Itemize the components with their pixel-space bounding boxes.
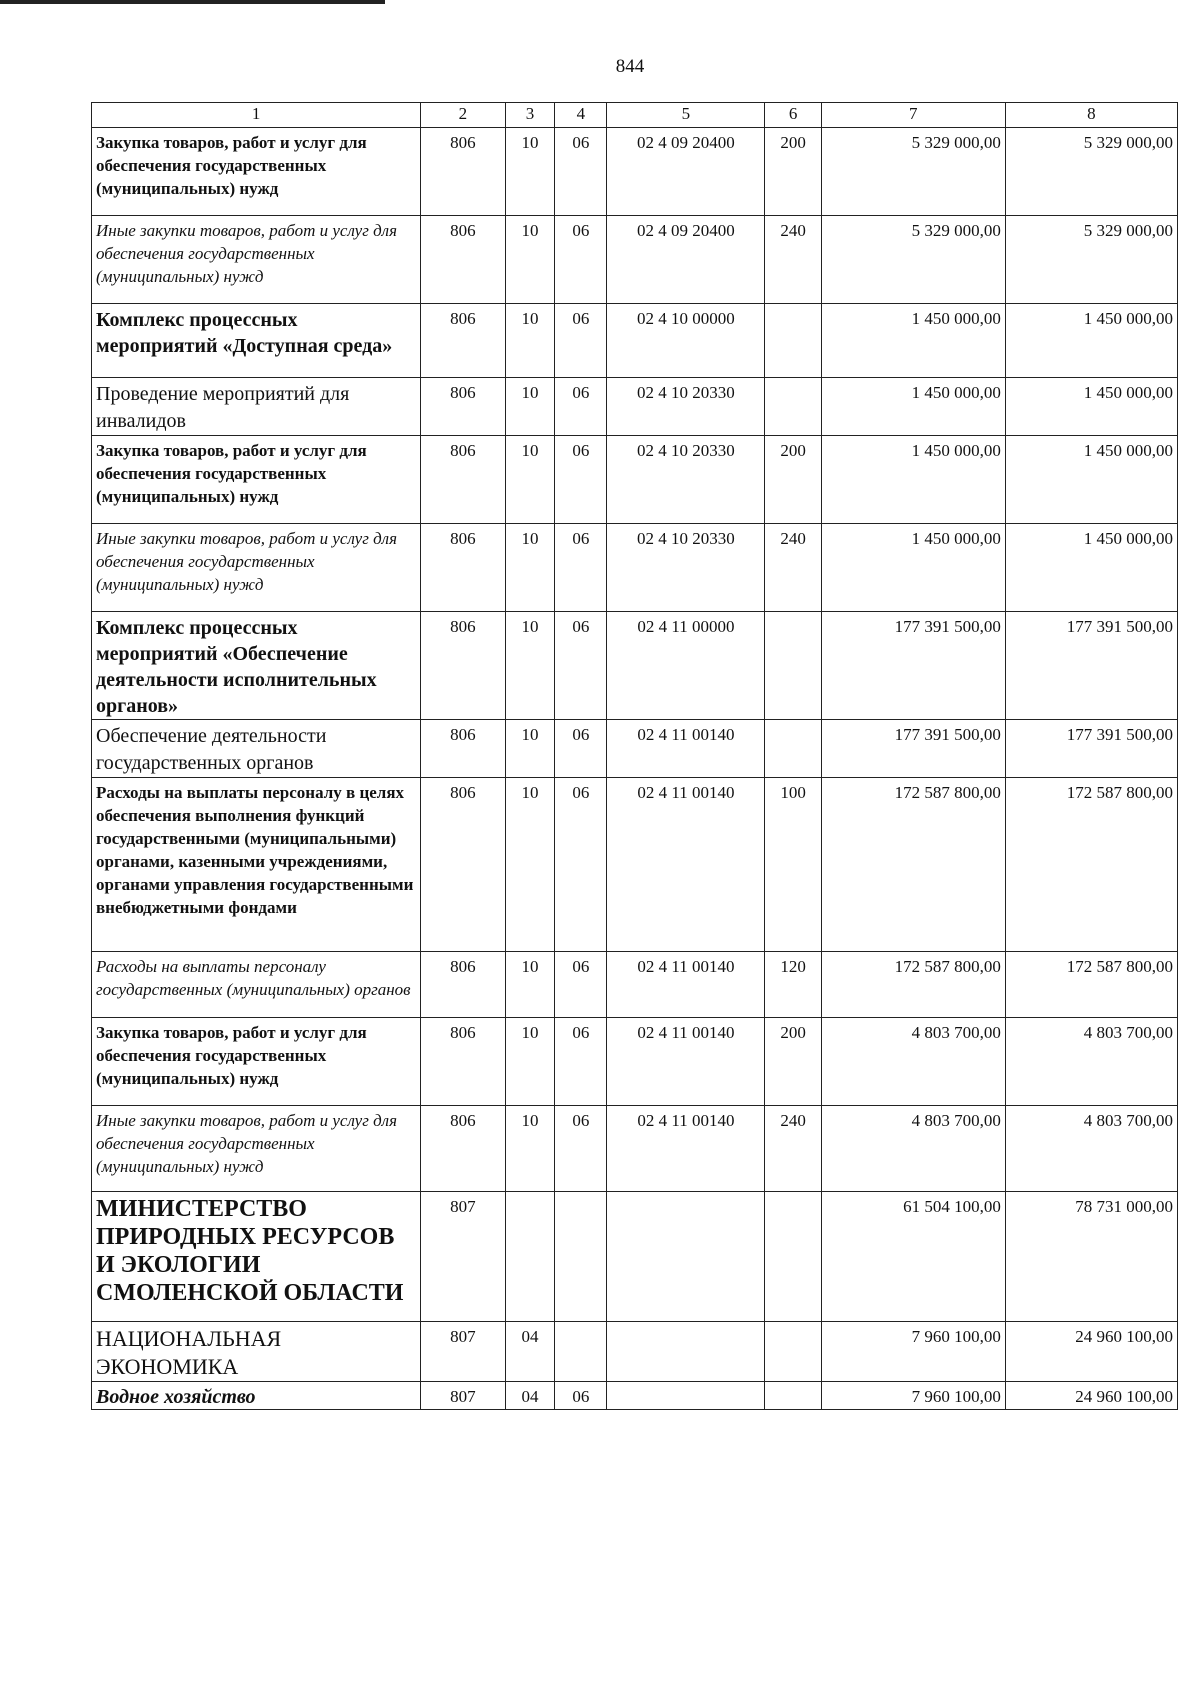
target-article: 02 4 11 00140 [607,1106,765,1192]
row-name: Комплекс процессных мероприятий «Доступная среда» [92,304,421,378]
amount-year-2: 172 587 800,00 [1005,952,1177,1018]
target-article [607,1382,765,1410]
amount-year-2: 4 803 700,00 [1005,1106,1177,1192]
section-code: 10 [505,128,555,216]
section-code: 10 [505,378,555,436]
amount-year-1: 4 803 700,00 [821,1018,1005,1106]
row-name: Расходы на выплаты персоналу государственных (муниципальных) органов [92,952,421,1018]
amount-year-2: 1 450 000,00 [1005,436,1177,524]
target-article: 02 4 11 00140 [607,952,765,1018]
target-article: 02 4 10 20330 [607,524,765,612]
section-code: 10 [505,216,555,304]
ministry-code: 807 [421,1382,505,1410]
ministry-code: 806 [421,1106,505,1192]
ministry-code: 806 [421,1018,505,1106]
amount-year-1: 5 329 000,00 [821,216,1005,304]
amount-year-2: 5 329 000,00 [1005,216,1177,304]
subsection-code [555,1322,607,1382]
column-header: 2 [421,103,505,128]
section-code: 10 [505,952,555,1018]
column-header: 1 [92,103,421,128]
ministry-code: 806 [421,778,505,952]
expense-type [765,1382,821,1410]
target-article: 02 4 09 20400 [607,128,765,216]
amount-year-2: 4 803 700,00 [1005,1018,1177,1106]
row-name: Иные закупки товаров, работ и услуг для обеспечения государственных (муниципальных) нужд [92,216,421,304]
subsection-code [555,1192,607,1322]
target-article: 02 4 11 00140 [607,778,765,952]
table-row [92,1018,1178,1106]
section-code: 10 [505,1018,555,1106]
ministry-code: 806 [421,612,505,720]
table-row [92,436,1178,524]
column-header: 3 [505,103,555,128]
expense-type: 240 [765,216,821,304]
subsection-code: 06 [555,128,607,216]
amount-year-1: 7 960 100,00 [821,1322,1005,1382]
subsection-code: 06 [555,436,607,524]
row-name: Проведение мероприятий для инвалидов [92,378,421,436]
expense-type [765,1322,821,1382]
amount-year-1: 177 391 500,00 [821,612,1005,720]
section-code: 10 [505,778,555,952]
amount-year-2: 172 587 800,00 [1005,778,1177,952]
expense-type: 120 [765,952,821,1018]
column-header: 6 [765,103,821,128]
section-code: 10 [505,1106,555,1192]
subsection-code: 06 [555,524,607,612]
expense-type [765,720,821,778]
amount-year-2: 5 329 000,00 [1005,128,1177,216]
target-article: 02 4 10 20330 [607,378,765,436]
subsection-code: 06 [555,952,607,1018]
subsection-code: 06 [555,304,607,378]
target-article: 02 4 11 00140 [607,1018,765,1106]
expense-type [765,304,821,378]
expense-type [765,612,821,720]
section-code: 04 [505,1322,555,1382]
top-rule [0,0,385,4]
amount-year-2: 78 731 000,00 [1005,1192,1177,1322]
target-article [607,1192,765,1322]
table-row [92,304,1178,378]
target-article [607,1322,765,1382]
amount-year-2: 24 960 100,00 [1005,1382,1177,1410]
column-header: 7 [821,103,1005,128]
amount-year-1: 1 450 000,00 [821,378,1005,436]
row-name: Водное хозяйство [92,1382,421,1410]
row-name: Обеспечение деятельности государственных органов [92,720,421,778]
expense-type: 240 [765,1106,821,1192]
subsection-code: 06 [555,378,607,436]
amount-year-1: 1 450 000,00 [821,436,1005,524]
amount-year-2: 177 391 500,00 [1005,720,1177,778]
row-name: Иные закупки товаров, работ и услуг для обеспечения государственных (муниципальных) нужд [92,524,421,612]
row-name: Комплекс процессных мероприятий «Обеспечение деятельности исполнительных органов» [92,612,421,720]
table-row [92,378,1178,436]
row-name: Закупка товаров, работ и услуг для обеспечения государственных (муниципальных) нужд [92,1018,421,1106]
column-header: 4 [555,103,607,128]
section-code: 04 [505,1382,555,1410]
table-row [92,612,1178,720]
amount-year-1: 4 803 700,00 [821,1106,1005,1192]
table-body [92,128,1178,1410]
ministry-code: 807 [421,1192,505,1322]
subsection-code: 06 [555,216,607,304]
section-code [505,1192,555,1322]
expense-type: 200 [765,128,821,216]
amount-year-1: 1 450 000,00 [821,524,1005,612]
header-row [92,103,1178,128]
table-row [92,524,1178,612]
amount-year-1: 7 960 100,00 [821,1382,1005,1410]
column-header: 8 [1005,103,1177,128]
table-row [92,952,1178,1018]
ministry-code: 806 [421,524,505,612]
target-article: 02 4 11 00000 [607,612,765,720]
table-row [92,216,1178,304]
subsection-code: 06 [555,1106,607,1192]
page-number: 844 [615,56,645,77]
table-row [92,1106,1178,1192]
expense-type [765,378,821,436]
row-name: Закупка товаров, работ и услуг для обеспечения государственных (муниципальных) нужд [92,436,421,524]
amount-year-1: 177 391 500,00 [821,720,1005,778]
target-article: 02 4 10 20330 [607,436,765,524]
expense-type: 200 [765,1018,821,1106]
ministry-code: 806 [421,436,505,524]
expense-type: 100 [765,778,821,952]
section-code: 10 [505,304,555,378]
amount-year-1: 5 329 000,00 [821,128,1005,216]
target-article: 02 4 09 20400 [607,216,765,304]
subsection-code: 06 [555,778,607,952]
amount-year-1: 61 504 100,00 [821,1192,1005,1322]
ministry-code: 806 [421,128,505,216]
amount-year-2: 1 450 000,00 [1005,524,1177,612]
amount-year-2: 24 960 100,00 [1005,1322,1177,1382]
row-name: Закупка товаров, работ и услуг для обеспечения государственных (муниципальных) нужд [92,128,421,216]
row-name: МИНИСТЕРСТВО ПРИРОДНЫХ РЕСУРСОВ И ЭКОЛОГИИ СМОЛЕНСКОЙ ОБЛАСТИ [92,1192,421,1322]
amount-year-1: 1 450 000,00 [821,304,1005,378]
subsection-code: 06 [555,720,607,778]
column-header: 5 [607,103,765,128]
amount-year-2: 1 450 000,00 [1005,378,1177,436]
target-article: 02 4 10 00000 [607,304,765,378]
ministry-code: 806 [421,304,505,378]
subsection-code: 06 [555,1382,607,1410]
ministry-code: 806 [421,216,505,304]
budget-table [91,102,1178,1410]
ministry-code: 806 [421,720,505,778]
table-row [92,1382,1178,1410]
section-code: 10 [505,720,555,778]
table-row [92,778,1178,952]
table-row [92,720,1178,778]
expense-type [765,1192,821,1322]
ministry-code: 807 [421,1322,505,1382]
subsection-code: 06 [555,1018,607,1106]
table-row [92,1322,1178,1382]
table-row [92,128,1178,216]
table-row [92,1192,1178,1322]
row-name: Расходы на выплаты персоналу в целях обеспечения выполнения функций государственными (муниципальными) органами, казенными учреждениями, органами управления государственными внебюджетными фондами [92,778,421,952]
amount-year-2: 177 391 500,00 [1005,612,1177,720]
amount-year-1: 172 587 800,00 [821,778,1005,952]
amount-year-1: 172 587 800,00 [821,952,1005,1018]
section-code: 10 [505,612,555,720]
expense-type: 240 [765,524,821,612]
amount-year-2: 1 450 000,00 [1005,304,1177,378]
row-name: НАЦИОНАЛЬНАЯ ЭКОНОМИКА [92,1322,421,1382]
target-article: 02 4 11 00140 [607,720,765,778]
subsection-code: 06 [555,612,607,720]
ministry-code: 806 [421,378,505,436]
section-code: 10 [505,436,555,524]
row-name: Иные закупки товаров, работ и услуг для обеспечения государственных (муниципальных) нужд [92,1106,421,1192]
ministry-code: 806 [421,952,505,1018]
expense-type: 200 [765,436,821,524]
section-code: 10 [505,524,555,612]
